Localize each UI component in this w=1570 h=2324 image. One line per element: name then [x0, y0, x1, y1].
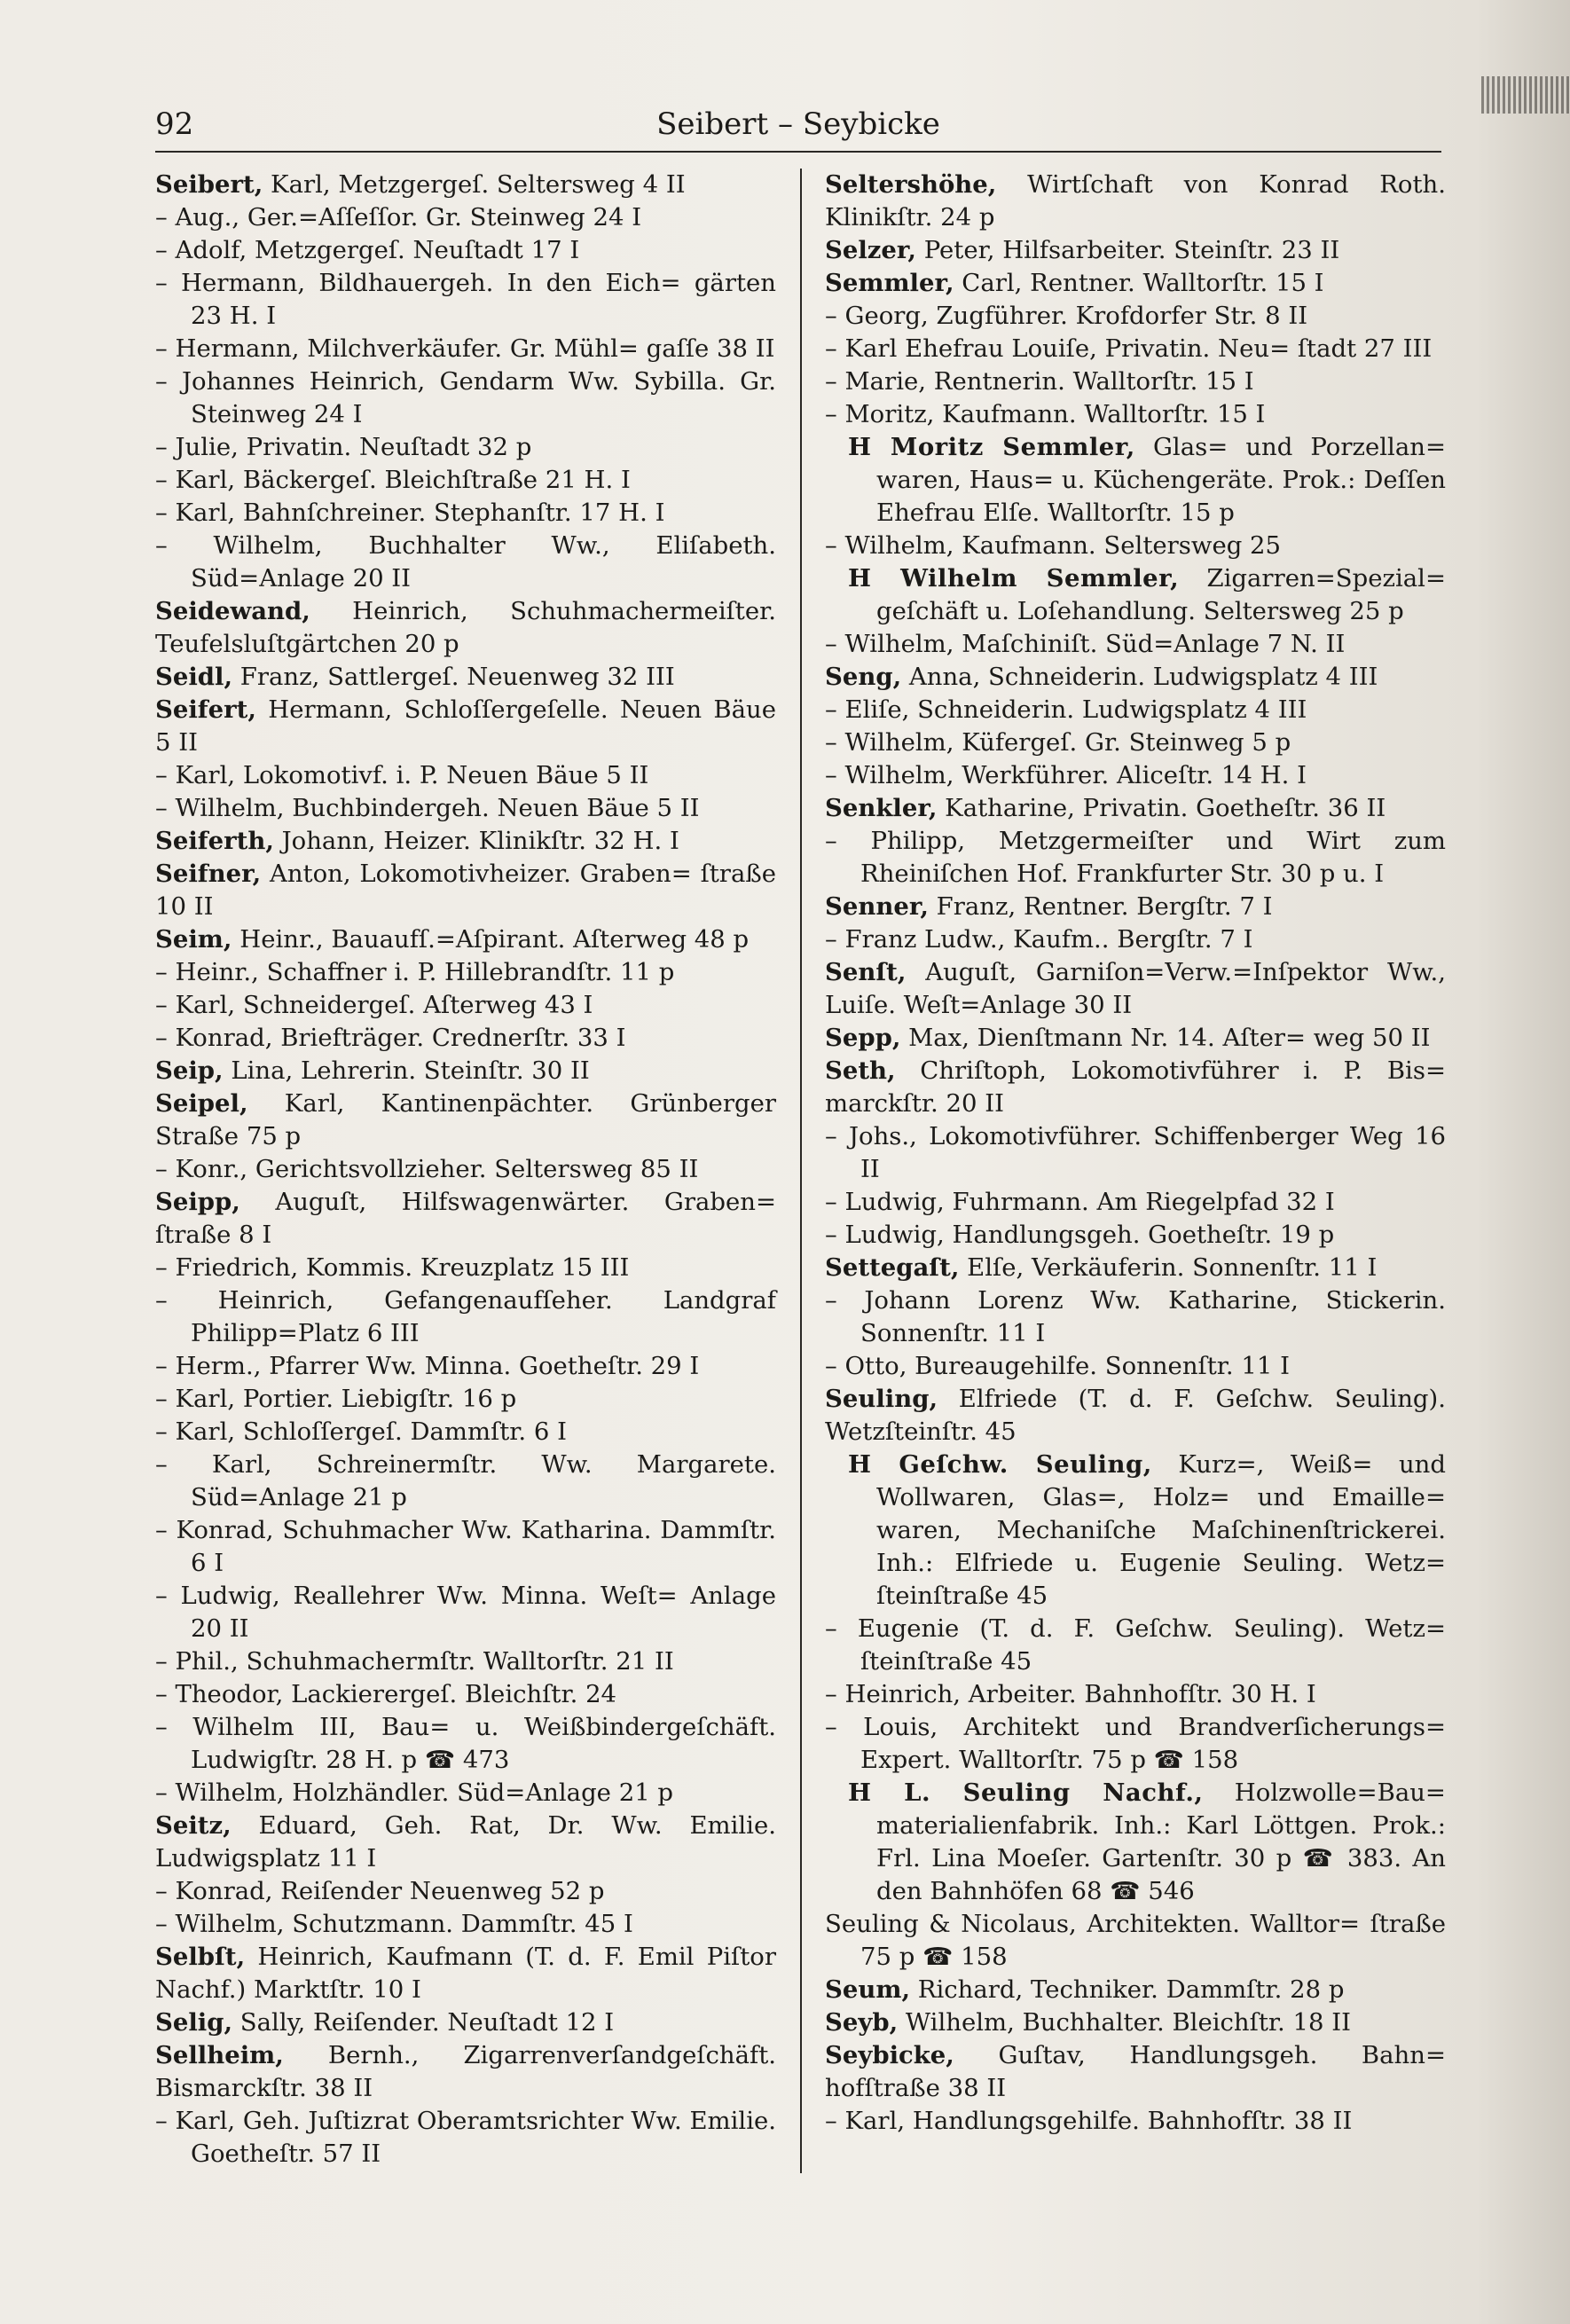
entry-surname: Selzer,	[825, 236, 916, 264]
entry-surname: Senkler,	[825, 794, 938, 822]
entry-details: – Ludwig, Fuhrmann. Am Riegelpfad 32 I	[825, 1188, 1335, 1216]
directory-entry	[155, 267, 776, 333]
entry-details: – Karl, Handlungsgehilfe. Bahnhofſtr. 38 II	[825, 2107, 1353, 2135]
entry-surname: Seidewand,	[155, 597, 310, 625]
entry-details: – Adolf, Metzgergeſ. Neuſtadt 17 I	[155, 236, 580, 264]
entry-details: – Konrad, Reiſender Neuenweg 52 p	[155, 1877, 605, 1905]
entry-details: Heinrich, Kaufmann (T. d. F. Emil Piſtor Nachf.) Marktſtr. 10 I	[155, 1943, 776, 2004]
entry-surname: H L. Seuling Nachf.,	[848, 1778, 1204, 1807]
directory-entry	[825, 726, 1446, 759]
entry-details: Seuling & Nicolaus, Architekten. Walltor= ſtraße 75 p ☎ 158	[825, 1910, 1446, 1971]
directory-entry	[155, 1777, 776, 1810]
entry-surname: Seipel,	[155, 1089, 248, 1118]
directory-entry	[155, 201, 776, 234]
entry-details: Kurz=, Weiß= und Wollwaren, Glas=, Holz= und Emaille= waren, Mechaniſche Maſchinenſtrickerei. Inh.: Elfriede u. Eugenie Seuling. Wetz= ſteinſtraße 45	[876, 1450, 1447, 1610]
entry-details: – Friedrich, Kommis. Kreuzplatz 15 III	[155, 1253, 630, 1282]
entry-surname: Seim,	[155, 925, 232, 954]
directory-entry	[155, 792, 776, 825]
entry-details: Auguſt, Hilfswagenwärter. Graben= ſtraße 8 I	[155, 1188, 776, 1249]
directory-entry	[825, 956, 1446, 1022]
entry-details: – Herm., Pfarrer Ww. Minna. Goetheſtr. 29 I	[155, 1352, 700, 1380]
entry-details: – Marie, Rentnerin. Walltorſtr. 15 I	[825, 367, 1254, 396]
directory-entry	[155, 1252, 776, 1284]
entry-details: Johann, Heizer. Klinikſtr. 32 H. I	[273, 827, 679, 855]
directory-entry	[155, 1711, 776, 1777]
directory-entry	[155, 1580, 776, 1645]
directory-entry	[825, 1219, 1446, 1252]
entry-details: Eduard, Geh. Rat, Dr. Ww. Emilie. Ludwigsplatz 11 I	[155, 1811, 776, 1873]
directory-entry	[155, 1383, 776, 1416]
directory-entry	[825, 1022, 1446, 1055]
entry-details: Elfriede (T. d. F. Geſchw. Seuling). Wetzſteinſtr. 45	[825, 1385, 1446, 1446]
directory-entry	[825, 891, 1446, 923]
page-number: 92	[155, 106, 194, 142]
entry-details: – Wilhelm, Werkführer. Aliceſtr. 14 H. I	[825, 761, 1307, 789]
entry-surname: Seum,	[825, 1975, 911, 2004]
directory-entry	[825, 2039, 1446, 2105]
directory-entry	[155, 2105, 776, 2171]
directory-entry	[155, 1941, 776, 2006]
entry-surname: H Wilhelm Semmler,	[848, 564, 1180, 593]
entry-surname: Seyb,	[825, 2008, 899, 2037]
entry-details: – Wilhelm, Küfergeſ. Gr. Steinweg 5 p	[825, 728, 1291, 757]
directory-entry	[825, 398, 1446, 431]
directory-entry	[825, 792, 1446, 825]
entry-details: – Karl, Portier. Liebigſtr. 16 p	[155, 1385, 517, 1413]
entry-details: – Aug., Ger.=Aſſeſſor. Gr. Steinweg 24 I	[155, 203, 642, 232]
firm-entry	[825, 431, 1446, 530]
directory-entry	[825, 1711, 1446, 1777]
entry-details: – Karl, Schloſſergeſ. Dammſtr. 6 I	[155, 1417, 568, 1446]
entry-details: Wilhelm, Buchhalter. Bleichſtr. 18 II	[898, 2008, 1351, 2037]
entry-details: – Franz Ludw., Kaufm.. Bergſtr. 7 I	[825, 925, 1253, 954]
entry-details: Richard, Techniker. Dammſtr. 28 p	[910, 1975, 1345, 2004]
entry-details: – Georg, Zugführer. Krofdorfer Str. 8 II	[825, 302, 1308, 330]
entry-details: – Wilhelm, Kaufmann. Selterswe​g 25	[825, 531, 1282, 560]
column-divider	[800, 169, 802, 2173]
entry-details: Carl, Rentner. Walltorſtr. 15 I	[954, 269, 1324, 297]
entry-details: Lina, Lehrerin. Steinſtr. 30 II	[223, 1056, 590, 1085]
directory-entry	[155, 694, 776, 759]
entry-surname: Seipp,	[155, 1188, 240, 1216]
entry-details: Glas= und Porzellan= waren, Haus= u. Küchengeräte. Prok.: Deſſen Ehefrau Elſe. Walltorſtr. 15 p	[876, 433, 1446, 527]
entry-details: – Otto, Bureaugehilfe. Sonnenſtr. 11 I	[825, 1352, 1290, 1380]
entry-details: Karl, Metzgergeſ. Selterswe​g 4 II	[263, 170, 686, 199]
entry-details: Heinrich, Schuhmachermeiſter. Teufelsluſtgärtchen 20 p	[155, 597, 776, 658]
entry-details: – Ludwig, Handlungsgeh. Goetheſtr. 19 p	[825, 1221, 1335, 1249]
directory-entry	[155, 1875, 776, 1908]
directory-entry	[155, 497, 776, 530]
entry-details: – Wilhelm, Schutzmann. Dammſtr. 45 I	[155, 1910, 633, 1938]
entry-details: – Heinrich, Gefangenaufſeher. Landgraf Philipp=Platz 6 III	[155, 1286, 776, 1347]
directory-entry	[155, 2006, 776, 2039]
directory-entry	[825, 1613, 1446, 1678]
directory-entry	[825, 1284, 1446, 1350]
running-head: Seibert – Seybicke	[656, 106, 940, 142]
directory-entry	[155, 923, 776, 956]
page-edge-mark	[1481, 76, 1570, 114]
directory-entry	[155, 1087, 776, 1153]
directory-entry	[155, 1022, 776, 1055]
entry-surname: Seifert,	[155, 695, 256, 724]
entry-surname: Seiferth,	[155, 827, 274, 855]
directory-entry	[155, 1678, 776, 1711]
entry-details: – Konr., Gerichtsvollzieher. Selterswe​g 85 II	[155, 1155, 699, 1183]
entry-details: Katharine, Privatin. Goetheſtr. 36 II	[937, 794, 1386, 822]
directory-entry	[825, 1252, 1446, 1284]
directory-entry	[825, 333, 1446, 365]
directory-entry	[825, 2105, 1446, 2138]
entry-details: Peter, Hilfsarbeiter. Steinſtr. 23 II	[915, 236, 1340, 264]
entry-details: – Heinrich, Arbeiter. Bahnhofſtr. 30 H. I	[825, 1680, 1316, 1708]
entry-details: – Karl, Bäckergeſ. Bleichſtraße 21 H. I	[155, 466, 631, 494]
directory-entry	[155, 431, 776, 464]
entry-details: – Karl, Geh. Juſtizrat Oberamtsrichter Ww. Emilie. Goetheſtr. 57 II	[155, 2107, 776, 2168]
directory-entry	[825, 1383, 1446, 1449]
entry-details: Bernh., Zigarrenverſandgeſchäft. Bismarckſtr. 38 II	[155, 2041, 776, 2102]
directory-entry	[825, 694, 1446, 726]
entry-details: Zigarren=Spezial= geſchäft u. Loſehandlung. Selterswe​g 25 p	[876, 564, 1446, 625]
entry-details: – Wilhelm, Buchhalter Ww., Eliſabeth. Süd=Anlage 20 II	[155, 531, 776, 593]
directory-entry	[155, 1645, 776, 1678]
firm-entry	[825, 1777, 1446, 1908]
entry-details: – Wilhelm, Maſchiniſt. Süd=Anlage 7 N. II	[825, 630, 1346, 658]
directory-entry	[155, 1449, 776, 1514]
entry-details: Auguſt, Garniſon=Verw.=Inſpektor Ww., Luiſe. Weſt=Anlage 30 II	[825, 958, 1446, 1019]
entry-surname: Semmler,	[825, 269, 954, 297]
directory-entry	[155, 1350, 776, 1383]
directory-entry	[155, 365, 776, 431]
directory-entry	[155, 759, 776, 792]
firm-entry	[825, 1449, 1446, 1613]
entry-details: – Hermann, Milchverkäufer. Gr. Mühl= gaſſe 38 II	[155, 334, 775, 363]
entry-surname: Seibert,	[155, 170, 263, 199]
entry-surname: Seifner,	[155, 860, 262, 888]
entry-surname: Seitz,	[155, 1811, 232, 1840]
entry-details: – Johann Lorenz Ww. Katharine, Stickerin. Sonnenſtr. 11 I	[825, 1286, 1446, 1347]
entry-details: Anton, Lokomotivheizer. Graben= ſtraße 10 II	[155, 860, 776, 921]
directory-entry	[155, 1514, 776, 1580]
entry-surname: Seip,	[155, 1056, 224, 1085]
entry-surname: Senſt,	[825, 958, 907, 986]
entry-surname: Selig,	[155, 2008, 233, 2037]
entry-details: Franz, Rentner. Bergſtr. 7 I	[928, 892, 1273, 921]
directory-entry	[825, 1120, 1446, 1186]
entry-surname: Selbſt,	[155, 1943, 246, 1971]
directory-entry	[825, 825, 1446, 891]
page-header	[155, 106, 1441, 153]
directory-entry	[155, 595, 776, 661]
directory-entry	[155, 464, 776, 497]
entry-details: – Louis, Architekt und Brandverſicherungs= Expert. Walltorſtr. 75 p ☎ 158	[825, 1713, 1446, 1774]
entry-surname: H Geſchw. Seuling,	[848, 1450, 1152, 1479]
entry-surname: Sellheim,	[155, 2041, 284, 2069]
entry-details: – Philipp, Metzgermeiſter und Wirt zum Rheiniſchen Hof. Frankfurter Str. 30 p u. I	[825, 827, 1446, 888]
firm-entry	[825, 562, 1446, 628]
directory-entry	[155, 1810, 776, 1875]
entry-surname: Seybicke,	[825, 2041, 954, 2069]
entry-details: – Konrad, Briefträger. Crednerſtr. 33 I	[155, 1024, 626, 1052]
entry-details: Guſtav, Handlungsgeh. Bahn= hofſtraße 38 II	[825, 2041, 1446, 2102]
entry-details: – Johs., Lokomotivführer. Schiffenberger Weg 16 II	[825, 1122, 1446, 1183]
directory-entry	[155, 1055, 776, 1087]
directory-entry	[825, 661, 1446, 694]
directory-entry	[825, 923, 1446, 956]
directory-entry	[825, 267, 1446, 300]
directory-entry	[155, 1908, 776, 1941]
entry-details: Chriſtoph, Lokomotivführer i. P. Bis= marckſtr. 20 II	[825, 1056, 1446, 1118]
entry-surname: Seidl,	[155, 663, 233, 691]
directory-entry	[155, 989, 776, 1022]
directory-entry	[825, 365, 1446, 398]
entry-details: Holzwolle=Bau= materialienfabrik. Inh.: Karl Löttgen. Prok.: Frl. Lina Moeſer. Gartenſtr. 30 p ☎ 383. An den Bahnhöfen 68 ☎ 546	[876, 1778, 1446, 1905]
directory-entry	[155, 169, 776, 201]
entry-details: – Wilhelm, Buchbindergeh. Neuen Bäue 5 II	[155, 794, 700, 822]
entry-surname: Seuling,	[825, 1385, 938, 1413]
directory-entry	[155, 1186, 776, 1252]
entry-details: – Moritz, Kaufmann. Walltorſtr. 15 I	[825, 400, 1266, 428]
entry-details: – Karl Ehefrau Louiſe, Privatin. Neu= ſtadt 27 III	[825, 334, 1433, 363]
entry-details: Heinr., Bauaufſ.=Aſpirant. Aſterweg 48 p	[232, 925, 750, 954]
entry-details: Max, Dienſtmann Nr. 14. Aſter= weg 50 II	[900, 1024, 1431, 1052]
entry-details: Sally, Reiſender. Neuſtadt 12 I	[232, 2008, 615, 2037]
entry-details: – Johannes Heinrich, Gendarm Ww. Sybilla. Gr. Steinweg 24 I	[155, 367, 776, 428]
entry-details: – Karl, Lokomotivf. i. P. Neuen Bäue 5 II	[155, 761, 649, 789]
entry-details: – Eliſe, Schneiderin. Ludwigsplatz 4 III	[825, 695, 1307, 724]
entry-details: – Theodor, Lackierergeſ. Bleichſtr. 24	[155, 1680, 617, 1708]
entry-surname: H Moritz Semmler,	[848, 433, 1135, 461]
entry-details: Anna, Schneiderin. Ludwigsplatz 4 III	[901, 663, 1378, 691]
directory-entry	[155, 825, 776, 858]
directory-entry	[825, 530, 1446, 562]
right-column	[825, 169, 1446, 2138]
directory-entry	[825, 234, 1446, 267]
entry-details: – Konrad, Schuhmacher Ww. Katharina. Dammſtr. 6 I	[155, 1516, 776, 1577]
entry-details: – Eugenie (T. d. F. Geſchw. Seuling). Wetz= ſteinſtraße 45	[825, 1614, 1446, 1676]
directory-entry	[155, 1416, 776, 1449]
entry-details: – Hermann, Bildhauergeh. In den Eich= gärten 23 H. I	[155, 269, 776, 330]
entry-details: – Karl, Schreinermſtr. Ww. Margarete. Süd=Anlage 21 p	[155, 1450, 776, 1511]
entry-surname: Seth,	[825, 1056, 896, 1085]
directory-entry	[155, 1284, 776, 1350]
entry-details: – Wilhelm III, Bau= u. Weißbindergeſchäft. Ludwigſtr. 28 H. p ☎ 473	[155, 1713, 776, 1774]
directory-entry	[825, 759, 1446, 792]
entry-details: – Julie, Privatin. Neuſtadt 32 p	[155, 433, 532, 461]
directory-entry	[825, 300, 1446, 333]
entry-details: – Karl, Schneidergeſ. Aſterweg 43 I	[155, 991, 593, 1019]
directory-entry	[155, 956, 776, 989]
entry-details: – Karl, Bahnſchreiner. Stephanſtr. 17 H. I	[155, 499, 665, 527]
directory-entry	[825, 1186, 1446, 1219]
entry-surname: Settegaſt,	[825, 1253, 960, 1282]
directory-entry	[155, 1153, 776, 1186]
directory-entry	[155, 234, 776, 267]
directory-entry	[825, 169, 1446, 234]
entry-surname: Senner,	[825, 892, 929, 921]
directory-entry	[825, 1908, 1446, 1974]
entry-details: Wirtſchaft von Konrad Roth. Klinikſtr. 24 p	[825, 170, 1446, 232]
directory-entry	[155, 530, 776, 595]
entry-details: – Phil., Schuhmachermſtr. Walltorſtr. 21 II	[155, 1647, 674, 1676]
directory-entry	[825, 1678, 1446, 1711]
entry-details: Elſe, Verkäuferin. Sonnenſtr. 11 I	[959, 1253, 1378, 1282]
entry-details: – Heinr., Schaffner i. P. Hillebrandſtr. 11 p	[155, 958, 675, 986]
directory-entry	[825, 1055, 1446, 1120]
directory-entry	[825, 2006, 1446, 2039]
directory-entry	[825, 1350, 1446, 1383]
directory-entry	[155, 2039, 776, 2105]
left-column	[155, 169, 776, 2171]
directory-entry	[155, 333, 776, 365]
entry-surname: Seng,	[825, 663, 902, 691]
directory-entry	[825, 628, 1446, 661]
entry-details: Hermann, Schloſſergeſelle. Neuen Bäue 5 II	[155, 695, 776, 757]
entry-surname: Sepp,	[825, 1024, 901, 1052]
directory-entry	[825, 1974, 1446, 2006]
directory-entry	[155, 858, 776, 923]
entry-surname: Seltershöhe,	[825, 170, 997, 199]
entry-details: – Wilhelm, Holzhändler. Süd=Anlage 21 p	[155, 1778, 674, 1807]
directory-entry	[155, 661, 776, 694]
entry-details: Karl, Kantinenpächter. Grünberger Straße 75 p	[155, 1089, 776, 1150]
entry-details: – Ludwig, Reallehrer Ww. Minna. Weſt= Anlage 20 II	[155, 1582, 776, 1643]
entry-details: Franz, Sattlergeſ. Neuenweg 32 III	[232, 663, 675, 691]
